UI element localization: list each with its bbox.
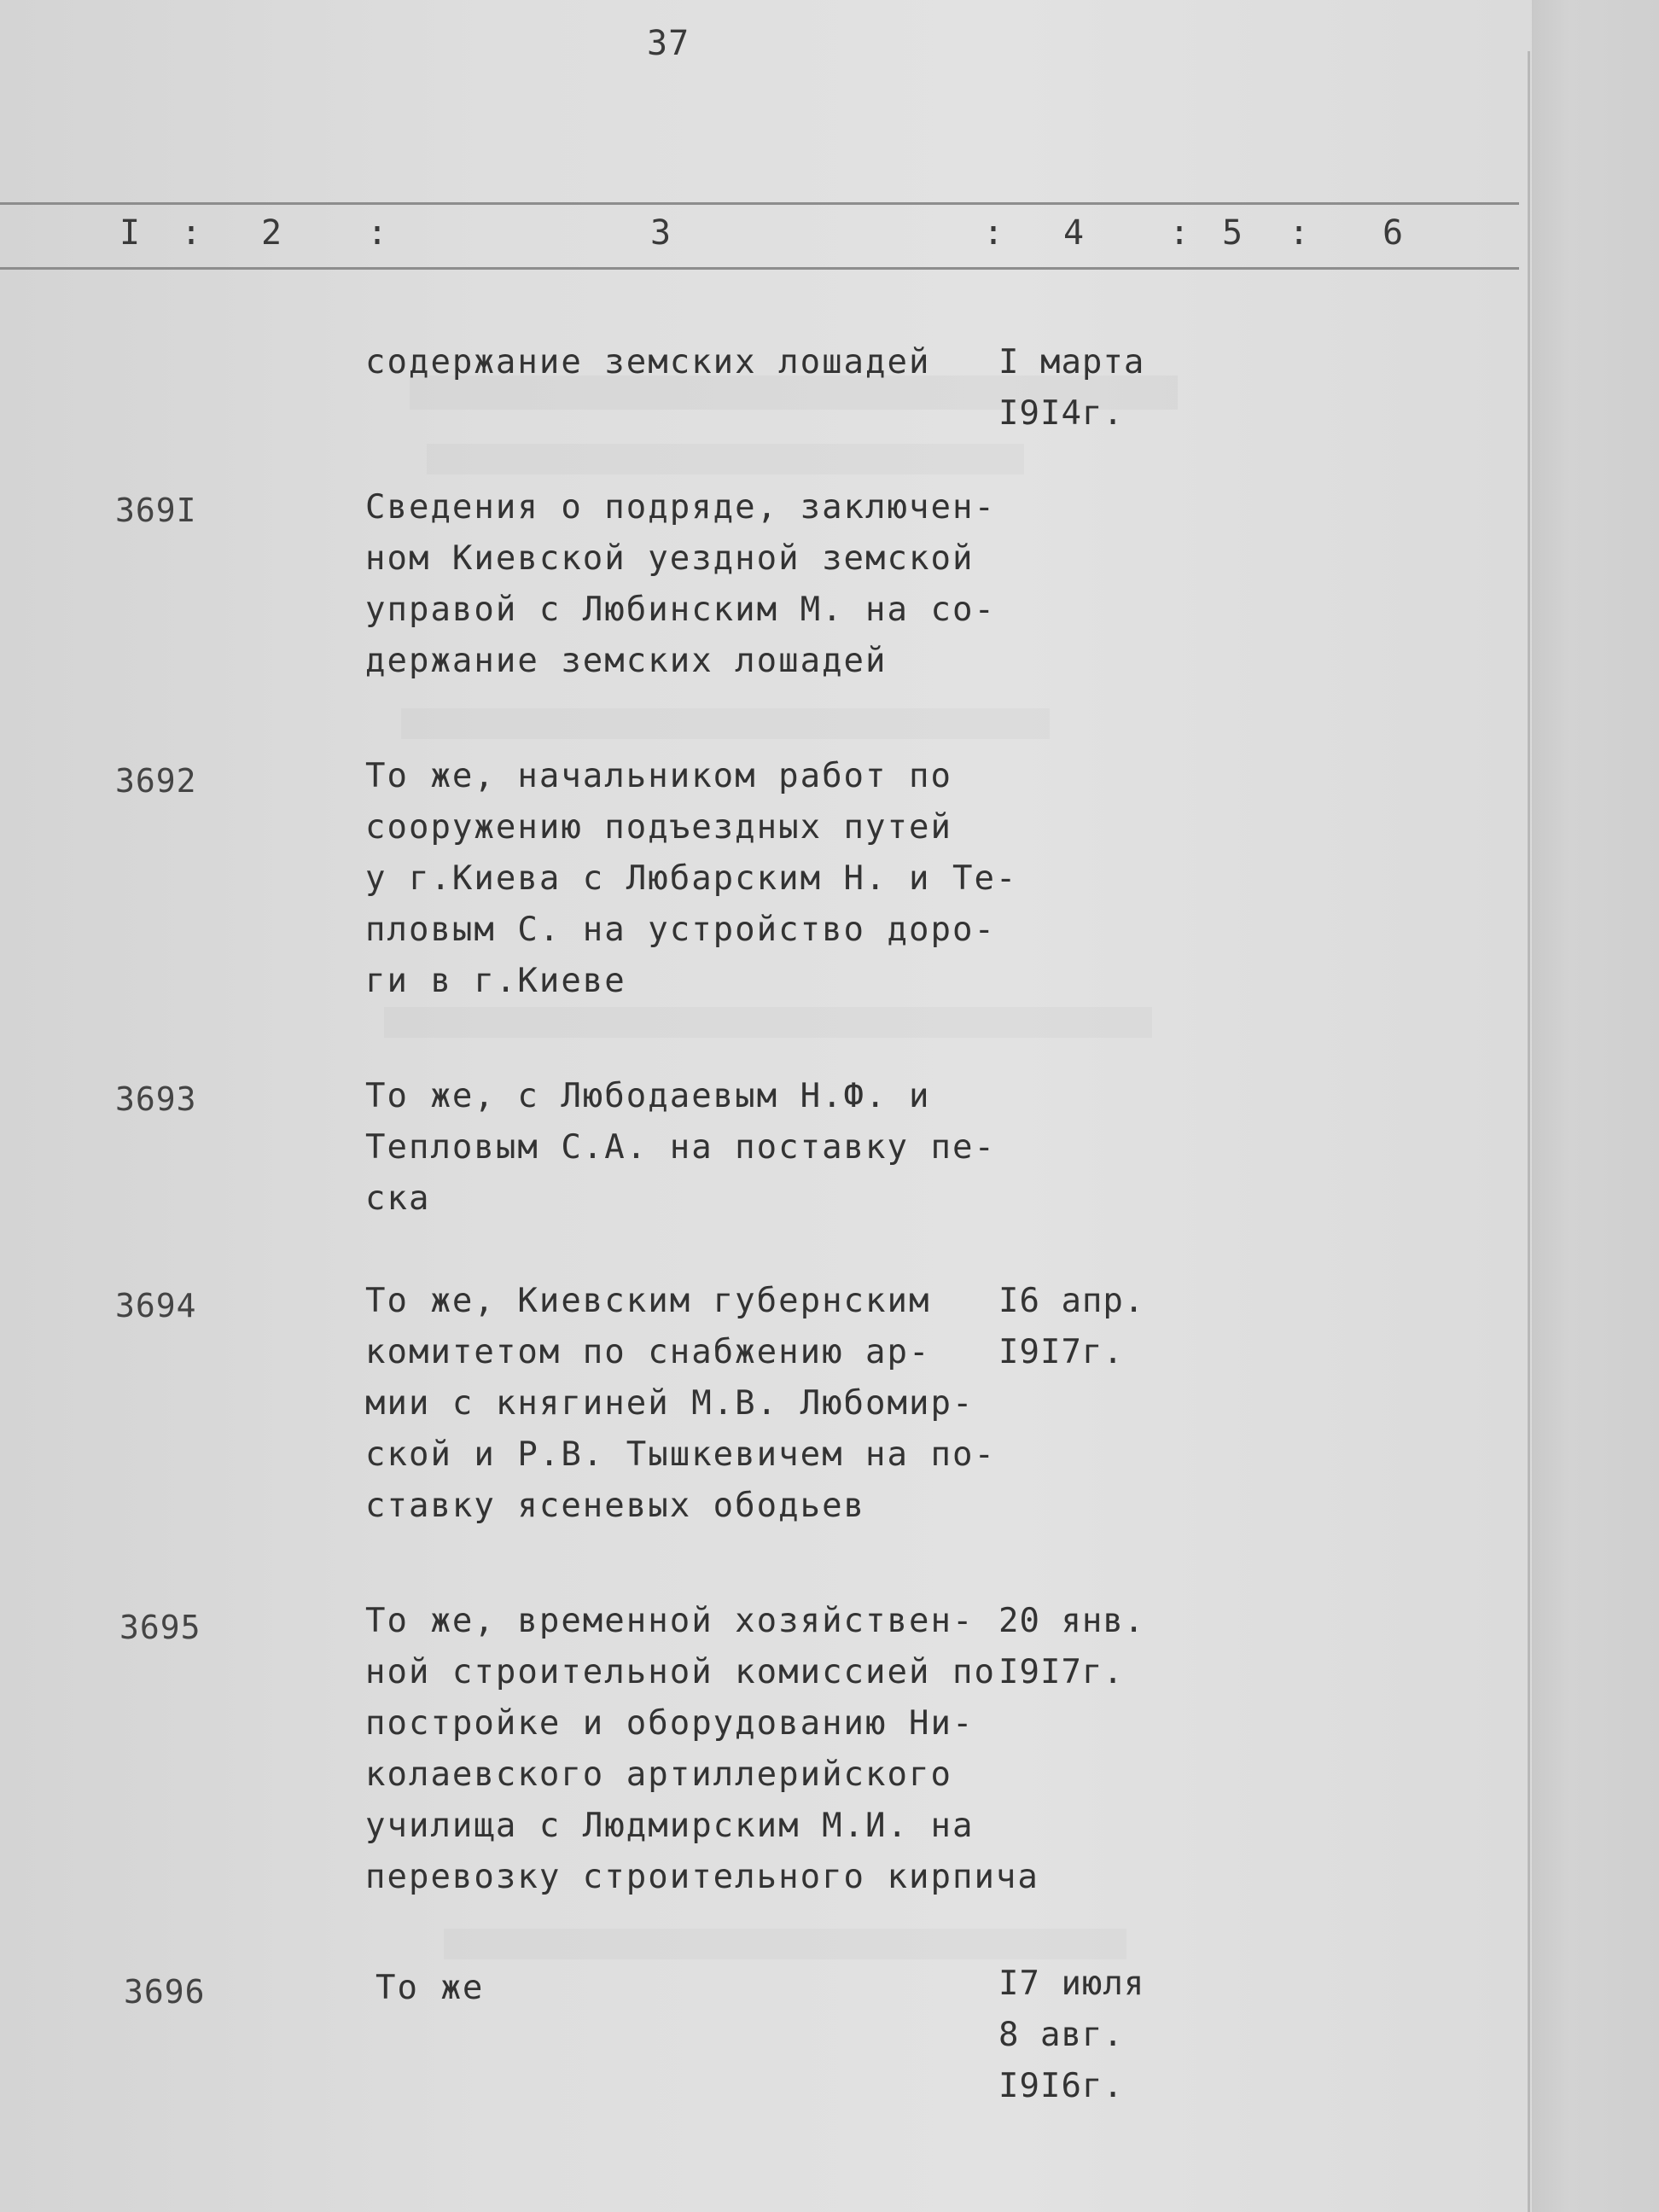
column-header-4: 4 — [1063, 213, 1085, 253]
entry-date: I6 апр. I9I7г. — [998, 1282, 1145, 1371]
entry-number: 3695 — [119, 1609, 201, 1646]
entry-description: То же — [375, 1969, 485, 2007]
entry-date: 20 янв. I9I7г. — [998, 1602, 1145, 1691]
show-through-mark — [401, 708, 1050, 739]
entry-description: содержание земских лошадей — [365, 343, 931, 381]
entry-description: То же, начальником работ по сооружению подъездных путей у г.Киева с Любарским Н. и Те- пловым С. на устройство доро- ги в г.Киеве — [365, 757, 1018, 1000]
page-edge-line — [1528, 51, 1530, 2212]
show-through-mark — [444, 1929, 1126, 1959]
entry-number: 3696 — [124, 1973, 206, 2011]
column-header-1: I — [119, 213, 141, 253]
column-header-3: 3 — [650, 213, 672, 253]
entry-number: 3692 — [115, 762, 197, 800]
show-through-mark — [427, 444, 1024, 474]
entry-date: I7 июля 8 авг. I9I6г. — [998, 1965, 1145, 2105]
entry-description: То же, Киевским губернским комитетом по снабжению ар- мии с княгиней М.В. Любомир- ской и Р.В. Тышкевичем на по- ставку ясеневых ободьев — [365, 1282, 996, 1525]
header-rule-top — [0, 202, 1519, 205]
column-separator: : — [1169, 213, 1190, 253]
entry-number: 3694 — [115, 1287, 197, 1324]
entry-description: То же, с Любодаевым Н.Ф. и Тепловым С.А. на поставку пе- ска — [365, 1077, 996, 1218]
next-page-edge — [1532, 0, 1659, 2212]
column-separator: : — [367, 213, 388, 253]
column-header-6: 6 — [1382, 213, 1404, 253]
entry-number: 3693 — [115, 1080, 197, 1118]
page-number: 37 — [647, 24, 690, 63]
entry-number: 369I — [115, 492, 197, 529]
column-header-2: 2 — [261, 213, 282, 253]
header-rule-bottom — [0, 267, 1519, 270]
entry-date: I марта I9I4г. — [998, 343, 1145, 433]
entry-description: Сведения о подряде, заключен- ном Киевской уездной земской управой с Любинским М. на со- держание земских лошадей — [365, 488, 996, 680]
column-separator: : — [983, 213, 1004, 253]
column-header-5: 5 — [1222, 213, 1243, 253]
column-separator: : — [1289, 213, 1310, 253]
column-separator: : — [181, 213, 202, 253]
entry-description: То же, временной хозяйствен- ной строительной комиссией по постройке и оборудованию Ни- колаевского артиллерийского училища с Людмирским М.И. на перевозку строительного кирпича — [365, 1602, 1039, 1896]
show-through-mark — [384, 1007, 1152, 1038]
